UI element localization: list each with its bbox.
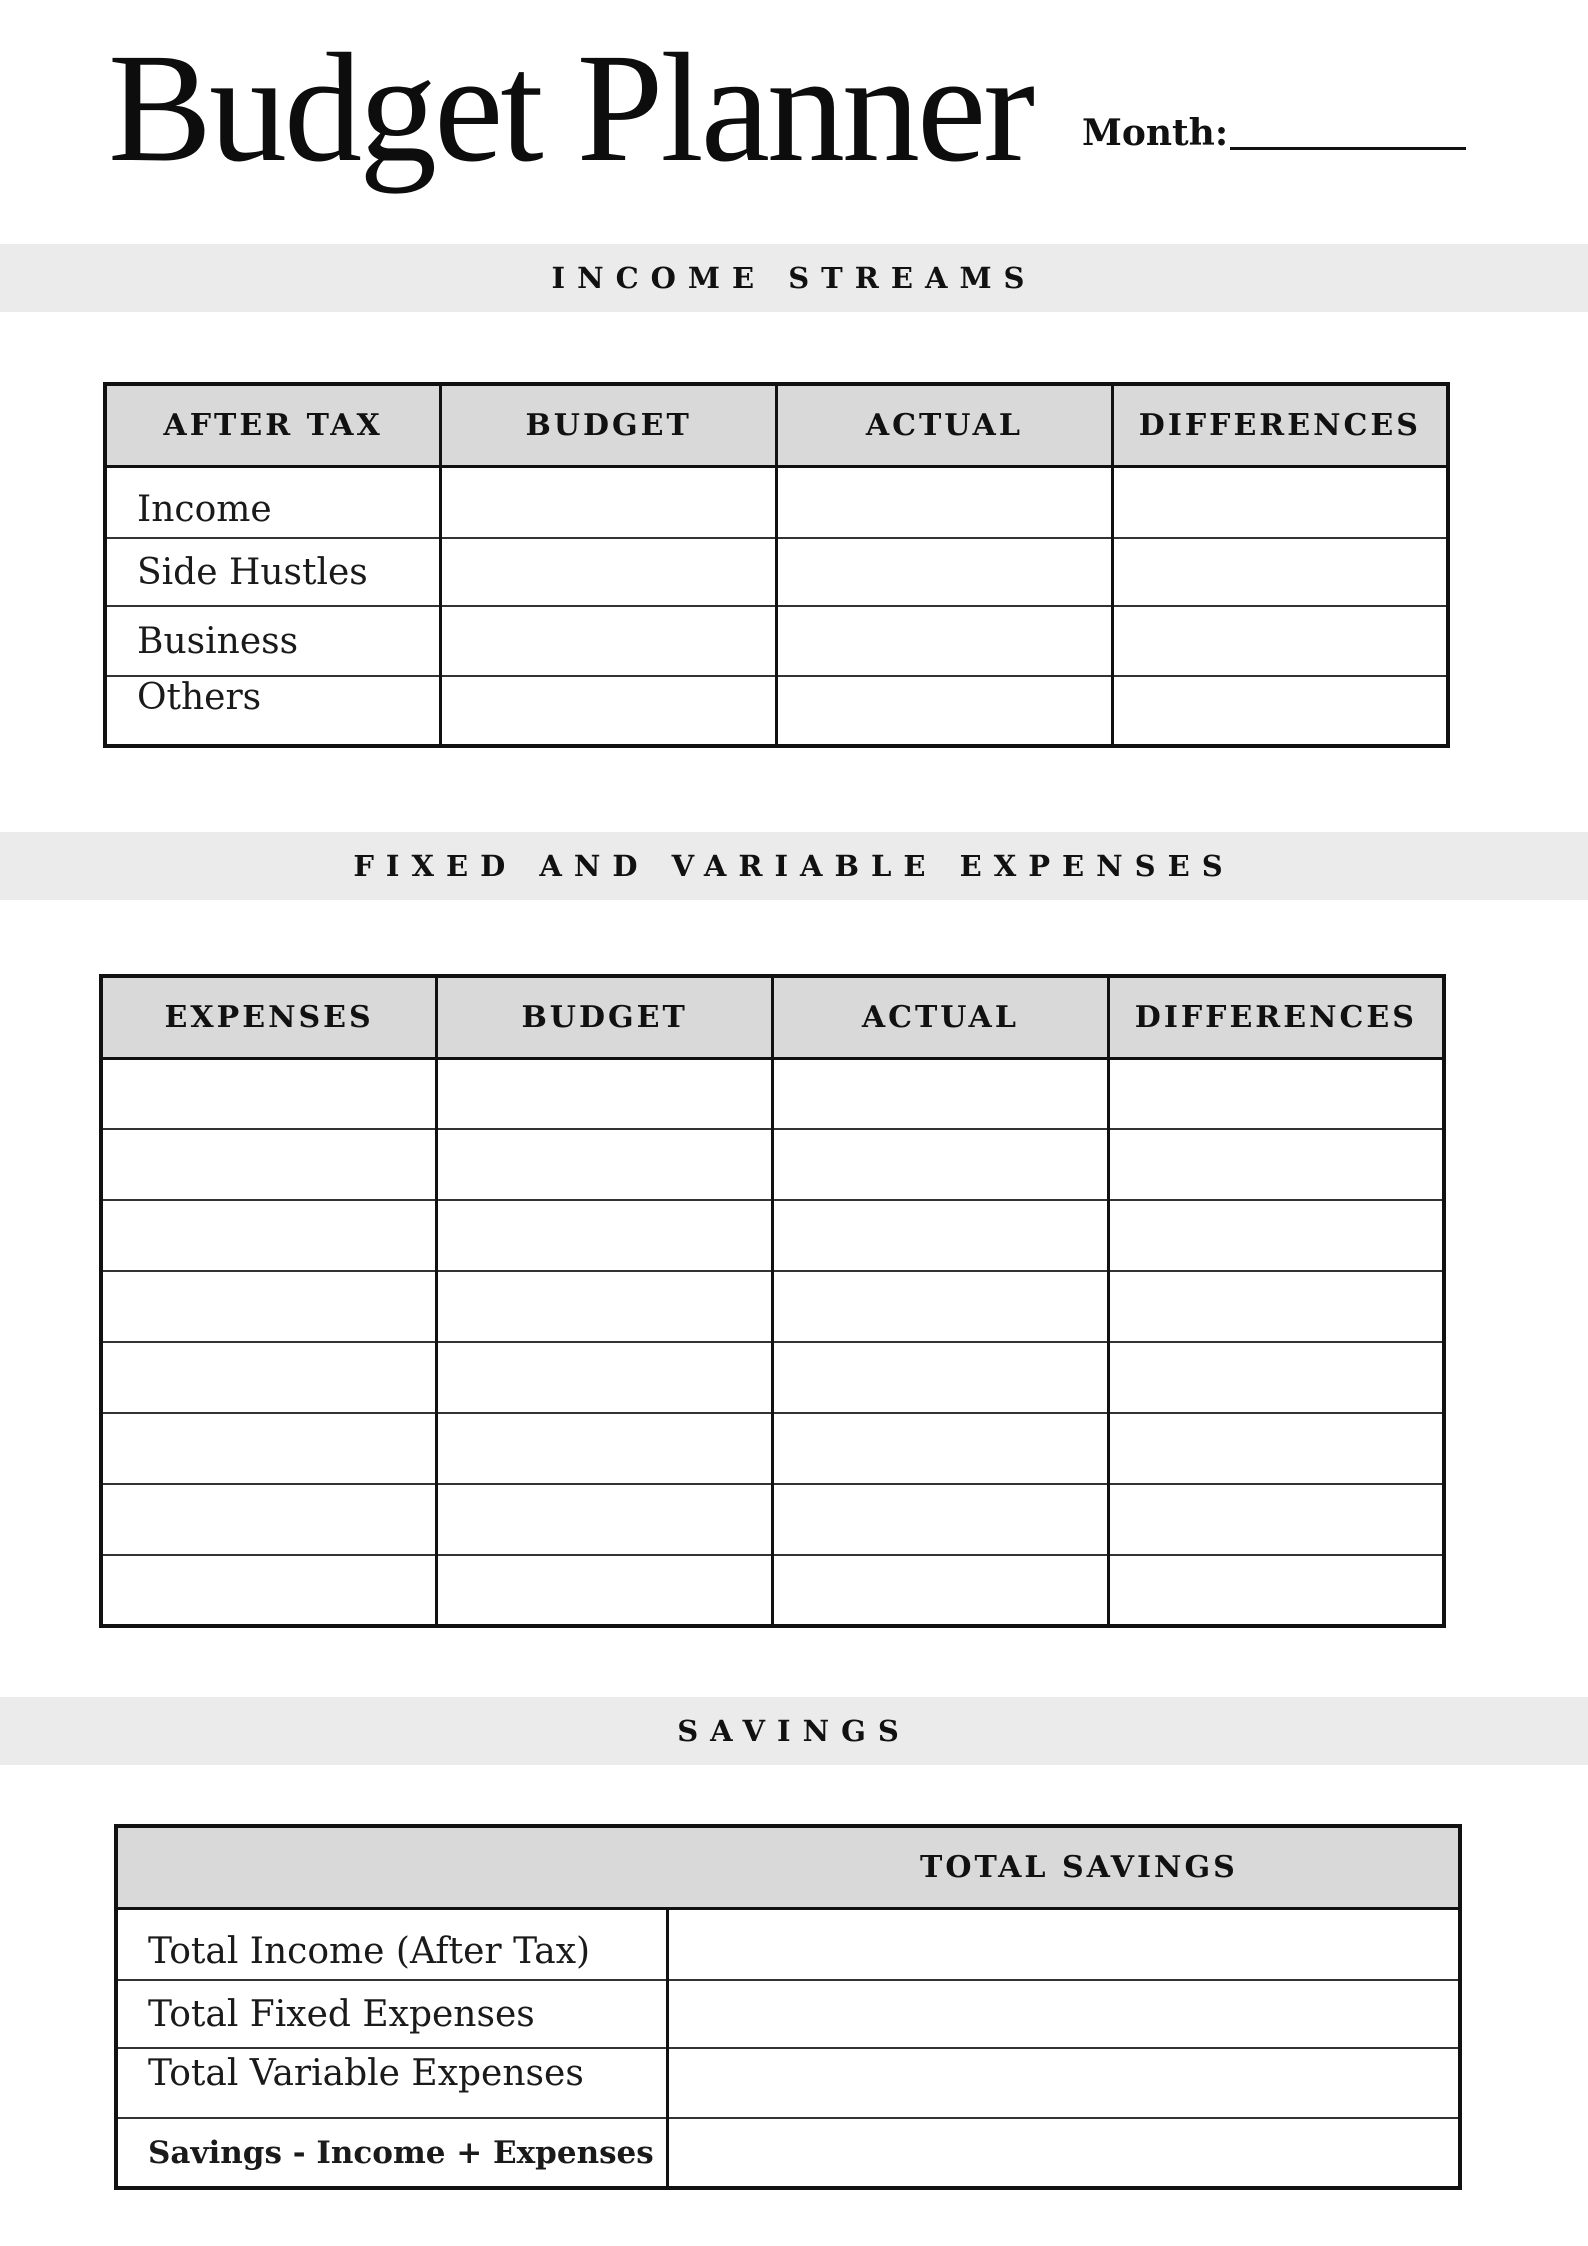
savings-row-label: Total Fixed Expenses <box>116 1980 667 2048</box>
expenses-col-expenses: EXPENSES <box>101 976 437 1058</box>
savings-value-cell[interactable] <box>667 2048 1460 2118</box>
expense-budget-cell[interactable] <box>437 1413 773 1484</box>
expense-differences-cell[interactable] <box>1108 1484 1444 1555</box>
income-row-label: Others <box>105 676 441 746</box>
expenses-col-budget: BUDGET <box>437 976 773 1058</box>
income-section-header <box>0 244 1588 312</box>
income-table <box>103 382 1450 748</box>
savings-row-label: Total Variable Expenses <box>116 2048 667 2118</box>
expense-budget-cell[interactable] <box>437 1058 773 1129</box>
expense-name-cell[interactable] <box>101 1058 437 1129</box>
income-col-budget: BUDGET <box>441 384 777 466</box>
expense-budget-cell[interactable] <box>437 1129 773 1200</box>
savings-value-cell[interactable] <box>667 1980 1460 2048</box>
income-actual-cell[interactable] <box>777 676 1113 746</box>
income-budget-cell[interactable] <box>441 538 777 606</box>
month-label: Month: <box>1082 112 1229 154</box>
expense-row <box>101 1129 1444 1200</box>
income-actual-cell[interactable] <box>777 606 1113 676</box>
savings-table <box>114 1824 1462 2190</box>
income-row <box>105 466 1448 538</box>
expenses-section-title: FIXED AND VARIABLE EXPENSES <box>353 849 1235 883</box>
expense-differences-cell[interactable] <box>1108 1413 1444 1484</box>
expense-row <box>101 1058 1444 1129</box>
savings-section-header <box>0 1697 1588 1765</box>
expense-name-cell[interactable] <box>101 1200 437 1271</box>
income-budget-cell[interactable] <box>441 466 777 538</box>
expense-differences-cell[interactable] <box>1108 1129 1444 1200</box>
income-differences-cell[interactable] <box>1112 606 1448 676</box>
expense-differences-cell[interactable] <box>1108 1058 1444 1129</box>
savings-row <box>116 1980 1460 2048</box>
expense-actual-cell[interactable] <box>773 1200 1109 1271</box>
income-row-label: Income <box>105 466 441 538</box>
expense-name-cell[interactable] <box>101 1555 437 1626</box>
expense-budget-cell[interactable] <box>437 1555 773 1626</box>
income-col-differences: DIFFERENCES <box>1112 384 1448 466</box>
income-row-label: Side Hustles <box>105 538 441 606</box>
income-differences-cell[interactable] <box>1112 538 1448 606</box>
expenses-table <box>99 974 1446 1628</box>
page-title: Budget Planner <box>108 21 1033 194</box>
expense-budget-cell[interactable] <box>437 1200 773 1271</box>
savings-row <box>116 2048 1460 2118</box>
savings-row-label: Total Income (After Tax) <box>116 1908 667 1980</box>
savings-summary-cell[interactable] <box>667 2118 1460 2188</box>
income-row-label: Business <box>105 606 441 676</box>
expense-row <box>101 1555 1444 1626</box>
expense-actual-cell[interactable] <box>773 1129 1109 1200</box>
expense-name-cell[interactable] <box>101 1413 437 1484</box>
income-col-after-tax: AFTER TAX <box>105 384 441 466</box>
expense-actual-cell[interactable] <box>773 1555 1109 1626</box>
expense-budget-cell[interactable] <box>437 1271 773 1342</box>
income-differences-cell[interactable] <box>1112 466 1448 538</box>
expense-name-cell[interactable] <box>101 1129 437 1200</box>
expense-name-cell[interactable] <box>101 1342 437 1413</box>
expense-name-cell[interactable] <box>101 1271 437 1342</box>
income-col-actual: ACTUAL <box>777 384 1113 466</box>
expense-name-cell[interactable] <box>101 1484 437 1555</box>
savings-summary-label: Savings - Income + Expenses <box>116 2118 667 2188</box>
expense-actual-cell[interactable] <box>773 1271 1109 1342</box>
expense-actual-cell[interactable] <box>773 1058 1109 1129</box>
savings-value-cell[interactable] <box>667 1908 1460 1980</box>
income-budget-cell[interactable] <box>441 676 777 746</box>
expense-actual-cell[interactable] <box>773 1342 1109 1413</box>
expense-actual-cell[interactable] <box>773 1484 1109 1555</box>
expense-row <box>101 1342 1444 1413</box>
savings-section-title: SAVINGS <box>677 1714 911 1748</box>
expense-row <box>101 1271 1444 1342</box>
expenses-section-header <box>0 832 1588 900</box>
savings-row <box>116 1908 1460 1980</box>
expense-row <box>101 1200 1444 1271</box>
expense-differences-cell[interactable] <box>1108 1200 1444 1271</box>
savings-col-total: TOTAL SAVINGS <box>116 1826 1460 1908</box>
income-budget-cell[interactable] <box>441 606 777 676</box>
expense-row <box>101 1484 1444 1555</box>
expense-budget-cell[interactable] <box>437 1342 773 1413</box>
expense-differences-cell[interactable] <box>1108 1555 1444 1626</box>
income-row <box>105 676 1448 746</box>
income-section-title: INCOME STREAMS <box>551 261 1037 295</box>
expense-budget-cell[interactable] <box>437 1484 773 1555</box>
expense-actual-cell[interactable] <box>773 1413 1109 1484</box>
expense-differences-cell[interactable] <box>1108 1342 1444 1413</box>
expenses-col-differences: DIFFERENCES <box>1108 976 1444 1058</box>
expense-row <box>101 1413 1444 1484</box>
income-actual-cell[interactable] <box>777 466 1113 538</box>
income-differences-cell[interactable] <box>1112 676 1448 746</box>
expenses-col-actual: ACTUAL <box>773 976 1109 1058</box>
expense-differences-cell[interactable] <box>1108 1271 1444 1342</box>
month-field[interactable] <box>1230 147 1466 150</box>
income-row <box>105 538 1448 606</box>
income-actual-cell[interactable] <box>777 538 1113 606</box>
expenses-body <box>101 1058 1444 1626</box>
income-row <box>105 606 1448 676</box>
savings-summary-row <box>116 2118 1460 2188</box>
